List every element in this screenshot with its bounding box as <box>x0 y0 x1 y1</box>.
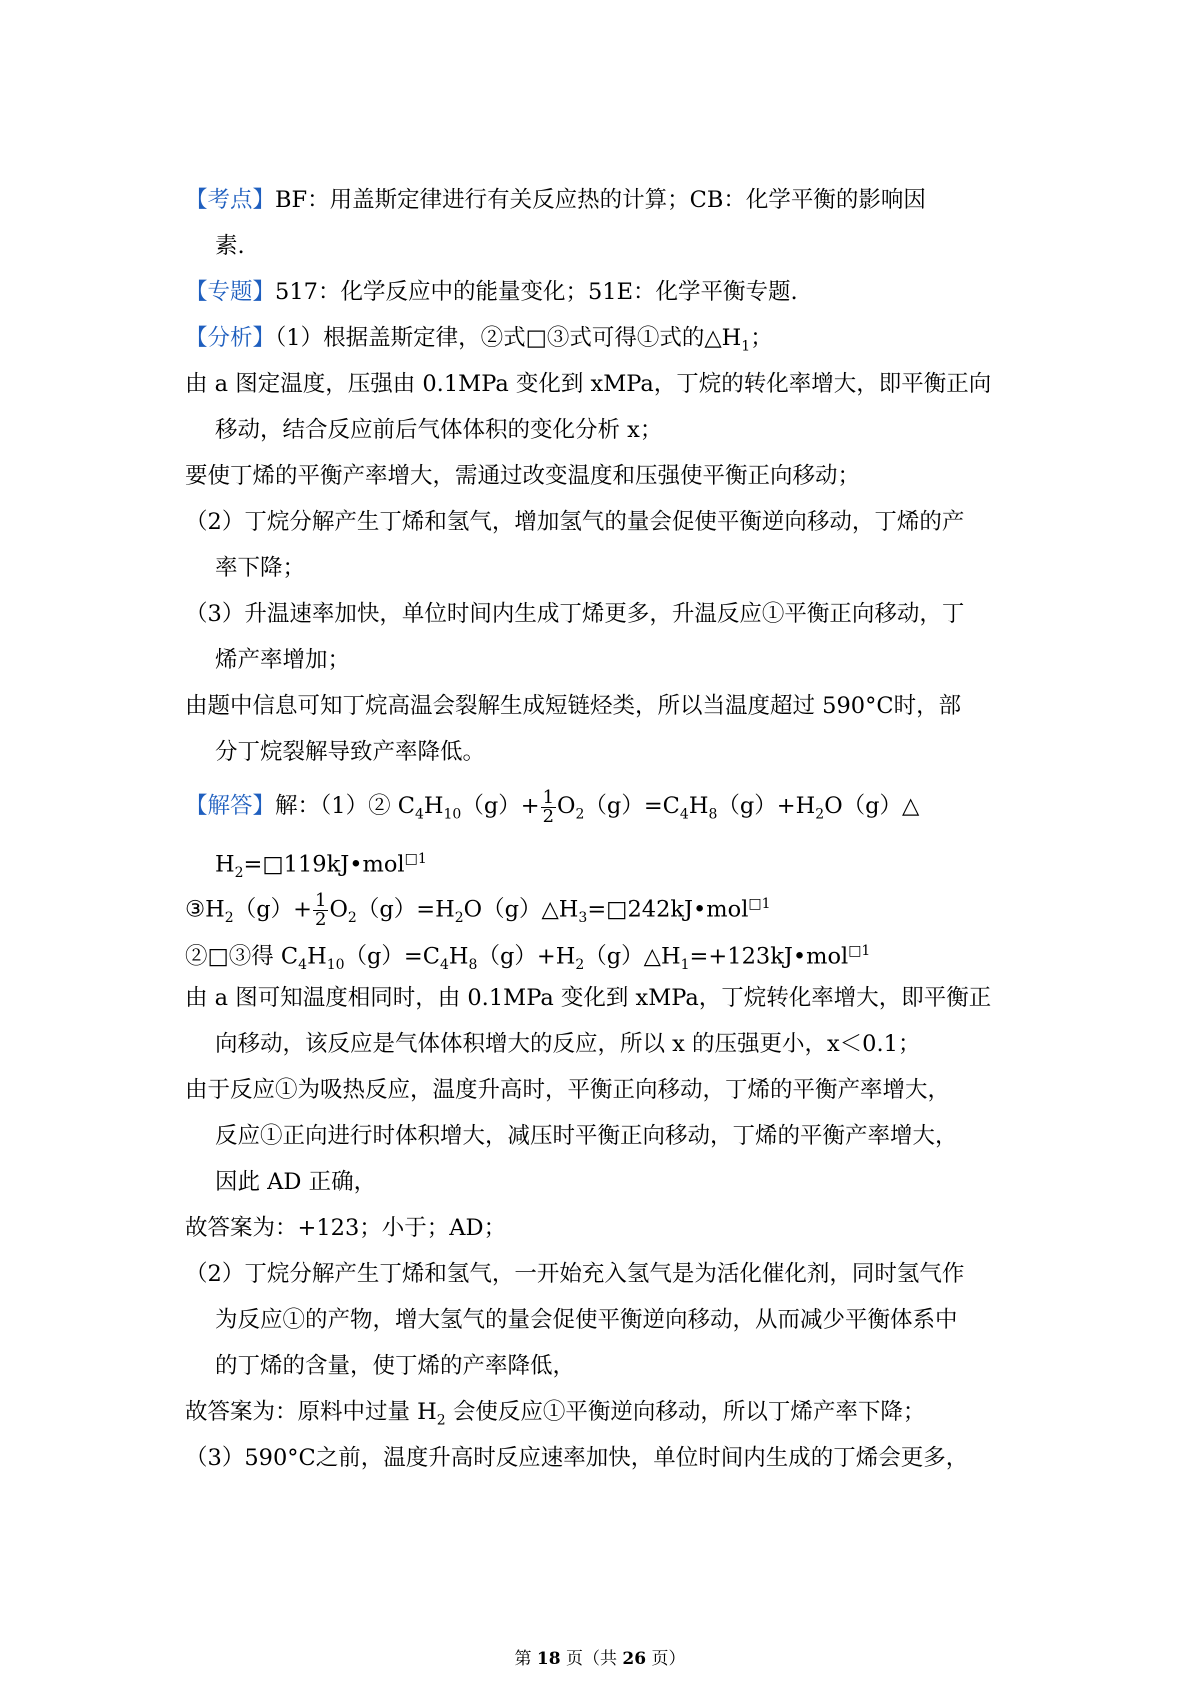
fenxi-text-5: （2）丁烷分解产生丁烯和氢气，增加氢气的量会促使平衡逆向移动，丁烯的产 <box>185 509 965 535</box>
answer-text: 由于反应①为吸热反应，温度升高时，平衡正向移动，丁烯的平衡产率增大， <box>185 1077 951 1103</box>
fraction-denominator: 2 <box>542 805 555 827</box>
jieda-line-10 <box>185 1205 1040 1251</box>
jieda-line-14 <box>185 1389 1040 1435</box>
subscript: 10 <box>326 957 345 973</box>
fenxi-text-8: 烯产率增加； <box>215 647 351 673</box>
subscript: 4 <box>679 806 689 823</box>
answer-text: 会使反应①平衡逆向移动，所以丁烯产率下降； <box>445 1399 926 1425</box>
subscript: 4 <box>298 957 308 973</box>
eq-text: （g）=H <box>356 896 455 923</box>
kaodian-text-2: 素. <box>215 233 245 259</box>
subscript: 1 <box>680 957 690 973</box>
fenxi-text-2: 由 a 图定温度，压强由 0.1MPa 变化到 xMPa，丁烷的转化率增大，即平衡正向 <box>185 371 992 397</box>
fenxi-line-8 <box>215 637 1040 683</box>
answer-text: （2）丁烷分解产生丁烯和氢气，一开始充入氢气是为活化催化剂，同时氢气作 <box>185 1261 965 1287</box>
zhuanti-text: 517：化学反应中的能量变化；51E：化学平衡专题. <box>275 279 798 305</box>
kaodian-tag: 【考点】 <box>185 187 276 213</box>
subscript: 4 <box>414 806 424 823</box>
subscript: 2 <box>815 806 825 823</box>
page-footer <box>0 1647 1200 1671</box>
subscript: 3 <box>578 910 588 926</box>
subscript: 2 <box>575 806 585 823</box>
answer-text: 的丁烯的含量，使丁烯的产率降低， <box>215 1353 576 1379</box>
fenxi-text: （1）根据盖斯定律，②式□③式可得①式的△H <box>275 325 742 351</box>
answer-text: 向移动，该反应是气体体积增大的反应，所以 x 的压强更小，x＜0.1； <box>215 1031 921 1057</box>
eq-text: H <box>688 793 709 819</box>
eq-text: （g）△H <box>584 943 681 970</box>
eq-text: =+123kJ•mol <box>689 943 849 970</box>
eq-text: （g）+ <box>461 793 540 819</box>
subscript: 2 <box>224 910 234 926</box>
footer-text: 页（共 <box>560 1649 623 1669</box>
eq-text: （g）+H <box>717 793 816 819</box>
jieda-line <box>185 778 1040 834</box>
eq-text: O <box>329 896 348 923</box>
jieda-line-13 <box>215 1343 1040 1389</box>
jieda-line-12 <box>215 1297 1040 1343</box>
eq-text: H <box>307 943 327 970</box>
subscript: 2 <box>454 910 464 926</box>
fenxi-text-end: ； <box>750 325 773 351</box>
jieda-line-4 <box>185 928 1040 974</box>
kaodian-text: BF：用盖斯定律进行有关反应热的计算；CB：化学平衡的影响因 <box>275 187 926 213</box>
answer-text: 因此 AD 正确， <box>215 1169 377 1195</box>
fenxi-text-6: 率下降； <box>215 555 306 581</box>
fenxi-line-4 <box>185 453 1040 499</box>
footer-text: 第 <box>514 1649 537 1669</box>
fenxi-line-10 <box>215 729 1040 775</box>
fenxi-line-3 <box>215 407 1040 453</box>
fraction-denominator: 2 <box>314 909 327 930</box>
kaodian-line-2 <box>215 223 1040 269</box>
jieda-line-8 <box>215 1113 1040 1159</box>
eq-text: O（g）△H <box>463 896 579 923</box>
subscript: 2 <box>347 910 357 926</box>
eq-text: （g）=C <box>344 943 440 970</box>
subscript: 8 <box>708 806 718 823</box>
page-number: 18 <box>536 1649 561 1669</box>
answer-text: 故答案为：+123；小于；AD； <box>185 1215 507 1241</box>
eq-text: ②□③得 C <box>185 943 299 970</box>
fraction-one-half <box>313 892 328 929</box>
fenxi-text-3: 移动，结合反应前后气体体积的变化分析 x； <box>215 417 663 443</box>
jieda-line-6 <box>215 1021 1040 1067</box>
eq-text: （g）+H <box>477 943 576 970</box>
answer-text: （3）590°C之前，温度升高时反应速率加快，单位时间内生成的丁烯会更多， <box>185 1445 969 1471</box>
subscript: 8 <box>468 957 478 973</box>
fenxi-line-5 <box>185 499 1040 545</box>
eq-text: （g）+ <box>233 896 312 923</box>
fenxi-text-4: 要使丁烯的平衡产率增大，需通过改变温度和压强使平衡正向移动； <box>185 463 861 489</box>
eq-text: ③H <box>185 896 225 923</box>
total-pages: 26 <box>622 1649 647 1669</box>
fenxi-tag: 【分析】 <box>185 325 276 351</box>
zhuanti-line <box>185 269 1040 315</box>
answer-text: 由 a 图可知温度相同时，由 0.1MPa 变化到 xMPa，丁烷转化率增大，即平衡正 <box>185 985 992 1011</box>
fraction-one-half <box>541 786 556 827</box>
kaodian-line <box>185 177 1040 223</box>
eq-text: =□119kJ•mol <box>243 851 405 878</box>
eq-text: H <box>423 793 444 819</box>
superscript: □1 <box>404 851 427 867</box>
fenxi-text-7: （3）升温速率加快，单位时间内生成丁烯更多，升温反应①平衡正向移动，丁 <box>185 601 965 627</box>
zhuanti-tag: 【专题】 <box>185 279 276 305</box>
fenxi-text-10: 分丁烷裂解导致产率降低。 <box>215 739 486 765</box>
superscript: □1 <box>748 896 771 912</box>
answer-text: 为反应①的产物，增大氢气的量会促使平衡逆向移动，从而减少平衡体系中 <box>215 1307 958 1333</box>
subscript: 1 <box>741 338 751 355</box>
jieda-tag: 【解答】 <box>185 793 276 819</box>
jieda-line-11 <box>185 1251 1040 1297</box>
eq-text: （g）=C <box>584 793 680 819</box>
eq-text: =□242kJ•mol <box>587 896 749 923</box>
fenxi-line-6 <box>215 545 1040 591</box>
fenxi-line-9 <box>185 683 1040 729</box>
jieda-line-15 <box>185 1435 1040 1481</box>
subscript: 4 <box>440 957 449 973</box>
fraction-numerator: 1 <box>314 890 327 911</box>
fenxi-line <box>185 315 1040 361</box>
footer-text: 页） <box>646 1649 686 1669</box>
jieda-line-9 <box>215 1159 1040 1205</box>
eq-text: H <box>215 851 235 878</box>
subscript: 2 <box>575 957 585 973</box>
fraction-numerator: 1 <box>542 786 555 808</box>
eq-text: H <box>448 943 469 970</box>
answer-text: 故答案为：原料中过量 H <box>185 1399 437 1425</box>
eq-text: O <box>557 793 576 819</box>
answer-text: 反应①正向进行时体积增大，减压时平衡正向移动，丁烯的平衡产率增大， <box>215 1123 958 1149</box>
fenxi-text-9: 由题中信息可知丁烷高温会裂解生成短链烃类，所以当温度超过 590°C时，部 <box>185 693 962 719</box>
jieda-line-7 <box>185 1067 1040 1113</box>
subscript: 2 <box>234 865 244 881</box>
fenxi-line-7 <box>185 591 1040 637</box>
eq-text: 解：（1）② C <box>275 793 415 819</box>
jieda-line-5 <box>185 975 1040 1021</box>
fenxi-line-2 <box>185 361 1040 407</box>
subscript: 2 <box>436 1412 446 1429</box>
eq-text: O（g）△ <box>824 793 920 819</box>
jieda-line-3 <box>185 876 1040 932</box>
subscript: 10 <box>443 806 462 823</box>
superscript: □1 <box>848 943 871 959</box>
